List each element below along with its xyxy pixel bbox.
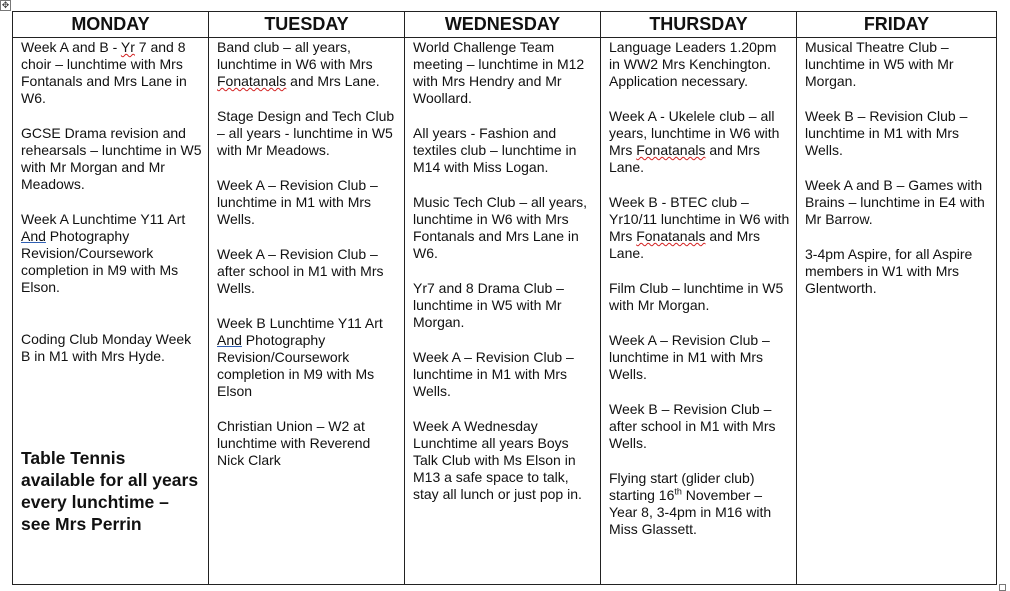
club-entry: Week A Lunchtime Y11 Art And Photography Revision/Coursework completion in M9 with Ms Elson. bbox=[21, 211, 186, 295]
club-entry: Week A – Revision Club – after school in M1 with Mrs Wells. bbox=[217, 246, 384, 296]
club-entry: GCSE Drama revision and rehearsals – lunchtime in W5 with Mr Morgan and Mr Meadows. bbox=[21, 125, 202, 192]
club-entry: Week B – Revision Club – lunchtime in M1 with Mrs Wells. bbox=[805, 108, 968, 158]
club-entry: Musical Theatre Club – lunchtime in W5 with Mr Morgan. bbox=[805, 39, 954, 89]
club-entry: Week B – Revision Club – after school in M1 with Mrs Wells. bbox=[609, 401, 776, 451]
spelling-flag[interactable]: Fonatanals bbox=[217, 73, 287, 89]
club-entry: Week A - Ukelele club – all years, lunchtime in W6 with Mrs Fonatanals and Mrs Lane. bbox=[609, 108, 780, 175]
club-entry: Film Club – lunchtime in W5 with Mr Morgan. bbox=[609, 280, 784, 313]
grammar-flag[interactable]: And bbox=[21, 228, 46, 244]
club-entry: Week B - BTEC club – Yr10/11 lunchtime in W6 with Mrs Fonatanals and Mrs Lane. bbox=[609, 194, 790, 261]
table-resize-handle-icon[interactable] bbox=[999, 584, 1006, 591]
table-move-handle-icon[interactable]: ✥ bbox=[1, 0, 10, 10]
club-entry: Coding Club Monday Week B in M1 with Mrs Hyde. bbox=[21, 331, 192, 364]
club-entry: Yr7 and 8 Drama Club – lunchtime in W5 with Mr Morgan. bbox=[413, 280, 564, 330]
club-entry: Week A – Revision Club – lunchtime in M1 with Mrs Wells. bbox=[217, 177, 378, 227]
club-timetable bbox=[12, 11, 997, 585]
club-entry: World Challenge Team meeting – lunchtime in M12 with Mrs Hendry and Mr Woollard. bbox=[413, 39, 585, 106]
day-header-monday: MONDAY bbox=[13, 12, 209, 38]
grammar-flag[interactable]: And bbox=[217, 332, 242, 348]
wednesday-cell[interactable] bbox=[405, 38, 601, 585]
club-entry: Week B Lunchtime Y11 Art And Photography Revision/Coursework completion in M9 with Ms Elson bbox=[217, 315, 383, 399]
spelling-flag[interactable]: Yr bbox=[120, 39, 135, 55]
club-entry: Christian Union – W2 at lunchtime with Reverend Nick Clark bbox=[217, 418, 371, 468]
club-entry: Week A and B – Games with Brains – lunchtime in E4 with Mr Barrow. bbox=[805, 177, 985, 227]
friday-cell[interactable] bbox=[797, 38, 997, 585]
club-entry: Week A Wednesday Lunchtime all years Boys Talk Club with Ms Elson in M13 a safe space to talk, stay all lunch or just pop in. bbox=[413, 418, 582, 502]
table-tennis-note: Table Tennis available for all years every lunchtime – see Mrs Perrin bbox=[21, 448, 199, 534]
club-entry: Week A – Revision Club – lunchtime in M1 with Mrs Wells. bbox=[609, 332, 770, 382]
day-header-thursday: THURSDAY bbox=[601, 12, 797, 38]
thursday-cell[interactable] bbox=[601, 38, 797, 585]
club-entry: All years - Fashion and textiles club – lunchtime in M14 with Miss Logan. bbox=[413, 125, 577, 175]
club-entry: Music Tech Club – all years, lunchtime in W6 with Mrs Fontanals and Mrs Lane in W6. bbox=[413, 194, 588, 261]
club-entry: 3-4pm Aspire, for all Aspire members in W1 with Mrs Glentworth. bbox=[805, 246, 973, 296]
tuesday-cell[interactable] bbox=[209, 38, 405, 585]
header-row bbox=[13, 12, 997, 38]
spelling-flag[interactable]: Fonatanals bbox=[636, 228, 706, 244]
club-entry: Band club – all years, lunchtime in W6 with Mrs Fonatanals and Mrs Lane. bbox=[217, 39, 380, 89]
club-entry: Stage Design and Tech Club – all years - lunchtime in W5 with Mr Meadows. bbox=[217, 108, 395, 158]
club-entry: Language Leaders 1.20pm in WW2 Mrs Kenchington. Application necessary. bbox=[609, 39, 777, 89]
day-header-wednesday: WEDNESDAY bbox=[405, 12, 601, 38]
club-entry: Week A and B - Yr 7 and 8 choir – lunchtime with Mrs Fontanals and Mrs Lane in W6. bbox=[21, 39, 187, 106]
club-entry: Week A – Revision Club – lunchtime in M1 with Mrs Wells. bbox=[413, 349, 574, 399]
activities-row bbox=[13, 38, 997, 585]
monday-cell[interactable] bbox=[13, 38, 209, 585]
day-header-tuesday: TUESDAY bbox=[209, 12, 405, 38]
club-entry: Flying start (glider club) starting 16th November – Year 8, 3-4pm in M16 with Miss Glassett. bbox=[609, 470, 772, 537]
day-header-friday: FRIDAY bbox=[797, 12, 997, 38]
spelling-flag[interactable]: Fonatanals bbox=[636, 142, 706, 158]
